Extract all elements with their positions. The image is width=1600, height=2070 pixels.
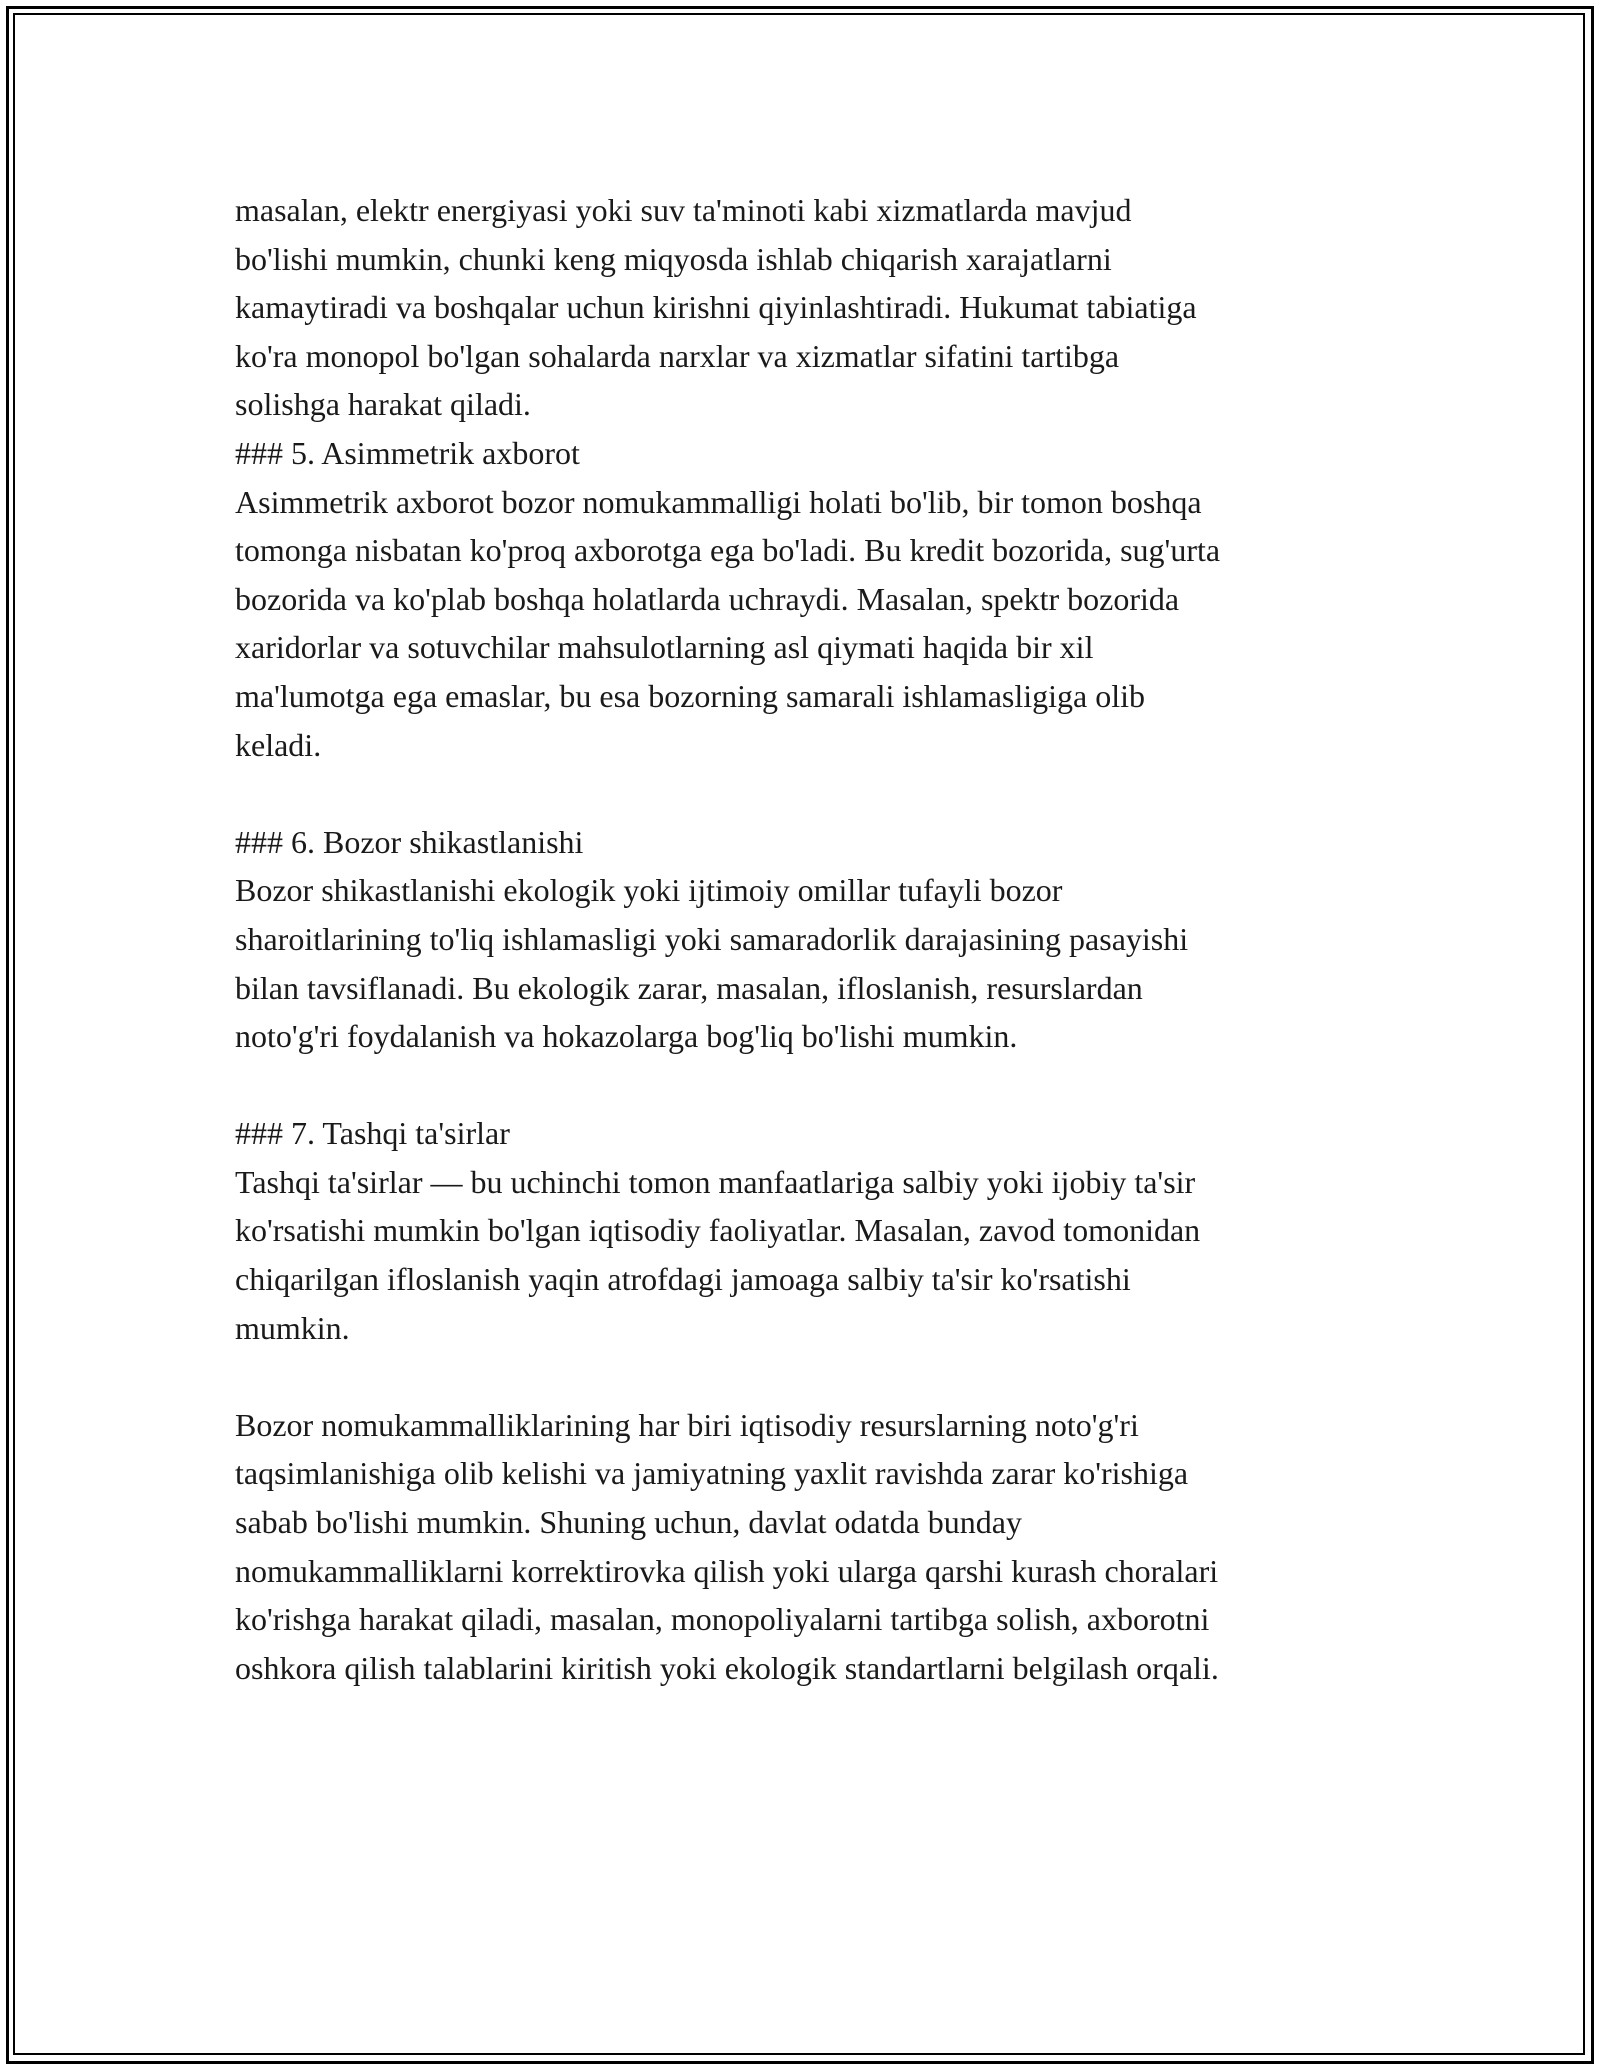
text-line: Tashqi ta'sirlar — bu uchinchi tomon manfaatlariga salbiy yoki ijobiy ta'sir xyxy=(235,1163,1196,1200)
text-line: ko'rsatishi mumkin bo'lgan iqtisodiy faoliyatlar. Masalan, zavod tomonidan xyxy=(235,1212,1201,1249)
section-heading: ### 5. Asimmetrik axborot xyxy=(235,434,580,471)
text-line: nomukammalliklarni korrektirovka qilish yoki ularga qarshi kurash choralari xyxy=(235,1552,1219,1589)
text-line: Asimmetrik axborot bozor nomukammalligi holati bo'lib, bir tomon boshqa xyxy=(235,483,1202,520)
text-line: solishga harakat qiladi. xyxy=(235,386,531,423)
text-line: masalan, elektr energiyasi yoki suv ta'minoti kabi xizmatlarda mavjud xyxy=(235,192,1132,228)
text-line: ko'ra monopol bo'lgan sohalarda narxlar va xizmatlar sifatini tartibga xyxy=(235,337,1120,374)
section-asimmetrik-axborot xyxy=(235,429,1395,769)
document-body xyxy=(235,186,1395,1692)
section-heading: ### 7. Tashqi ta'sirlar xyxy=(235,1115,510,1152)
text-line: ko'rishga harakat qiladi, masalan, monopoliyalarni tartibga solish, axborotni xyxy=(235,1601,1210,1638)
text-line: xaridorlar va sotuvchilar mahsulotlarning asl qiymati haqida bir xil xyxy=(235,629,1094,666)
section-bozor-shikastlanishi xyxy=(235,818,1395,1061)
text-line: kamaytiradi va boshqalar uchun kirishni qiyinlashtiradi. Hukumat tabiatiga xyxy=(235,289,1197,326)
intro-paragraph xyxy=(235,186,1395,429)
section-tashqi-tasirlar xyxy=(235,1109,1395,1352)
text-line: Bozor shikastlanishi ekologik yoki ijtimoiy omillar tufayli bozor xyxy=(235,872,1063,909)
text-line: oshkora qilish talablarini kiritish yoki ekologik standartlarni belgilash orqali. xyxy=(235,1649,1219,1686)
conclusion-paragraph xyxy=(235,1401,1395,1693)
section-heading: ### 6. Bozor shikastlanishi xyxy=(235,823,584,860)
text-line: bo'lishi mumkin, chunki keng miqyosda ishlab chiqarish xarajatlarni xyxy=(235,240,1112,277)
text-line: mumkin. xyxy=(235,1309,350,1346)
text-line: bilan tavsiflanadi. Bu ekologik zarar, masalan, ifloslanish, resurslardan xyxy=(235,969,1143,1006)
text-line: Bozor nomukammalliklarining har biri iqtisodiy resurslarning noto'g'ri xyxy=(235,1406,1139,1443)
text-line: taqsimlanishiga olib kelishi va jamiyatning yaxlit ravishda zarar ko'rishiga xyxy=(235,1455,1189,1492)
text-line: keladi. xyxy=(235,726,322,763)
text-line: sharoitlarining to'liq ishlamasligi yoki samaradorlik darajasining pasayishi xyxy=(235,920,1189,957)
text-line: ma'lumotga ega emaslar, bu esa bozorning samarali ishlamasligiga olib xyxy=(235,677,1145,714)
text-line: sabab bo'lishi mumkin. Shuning uchun, davlat odatda bunday xyxy=(235,1504,1022,1541)
text-line: chiqarilgan ifloslanish yaqin atrofdagi jamoaga salbiy ta'sir ko'rsatishi xyxy=(235,1261,1131,1298)
text-line: bozorida va ko'plab boshqa holatlarda uchraydi. Masalan, spektr bozorida xyxy=(235,580,1180,617)
text-line: tomonga nisbatan ko'proq axborotga ega bo'ladi. Bu kredit bozorida, sug'urta xyxy=(235,532,1221,569)
text-line: noto'g'ri foydalanish va hokazolarga bog'liq bo'lishi mumkin. xyxy=(235,1018,1018,1055)
